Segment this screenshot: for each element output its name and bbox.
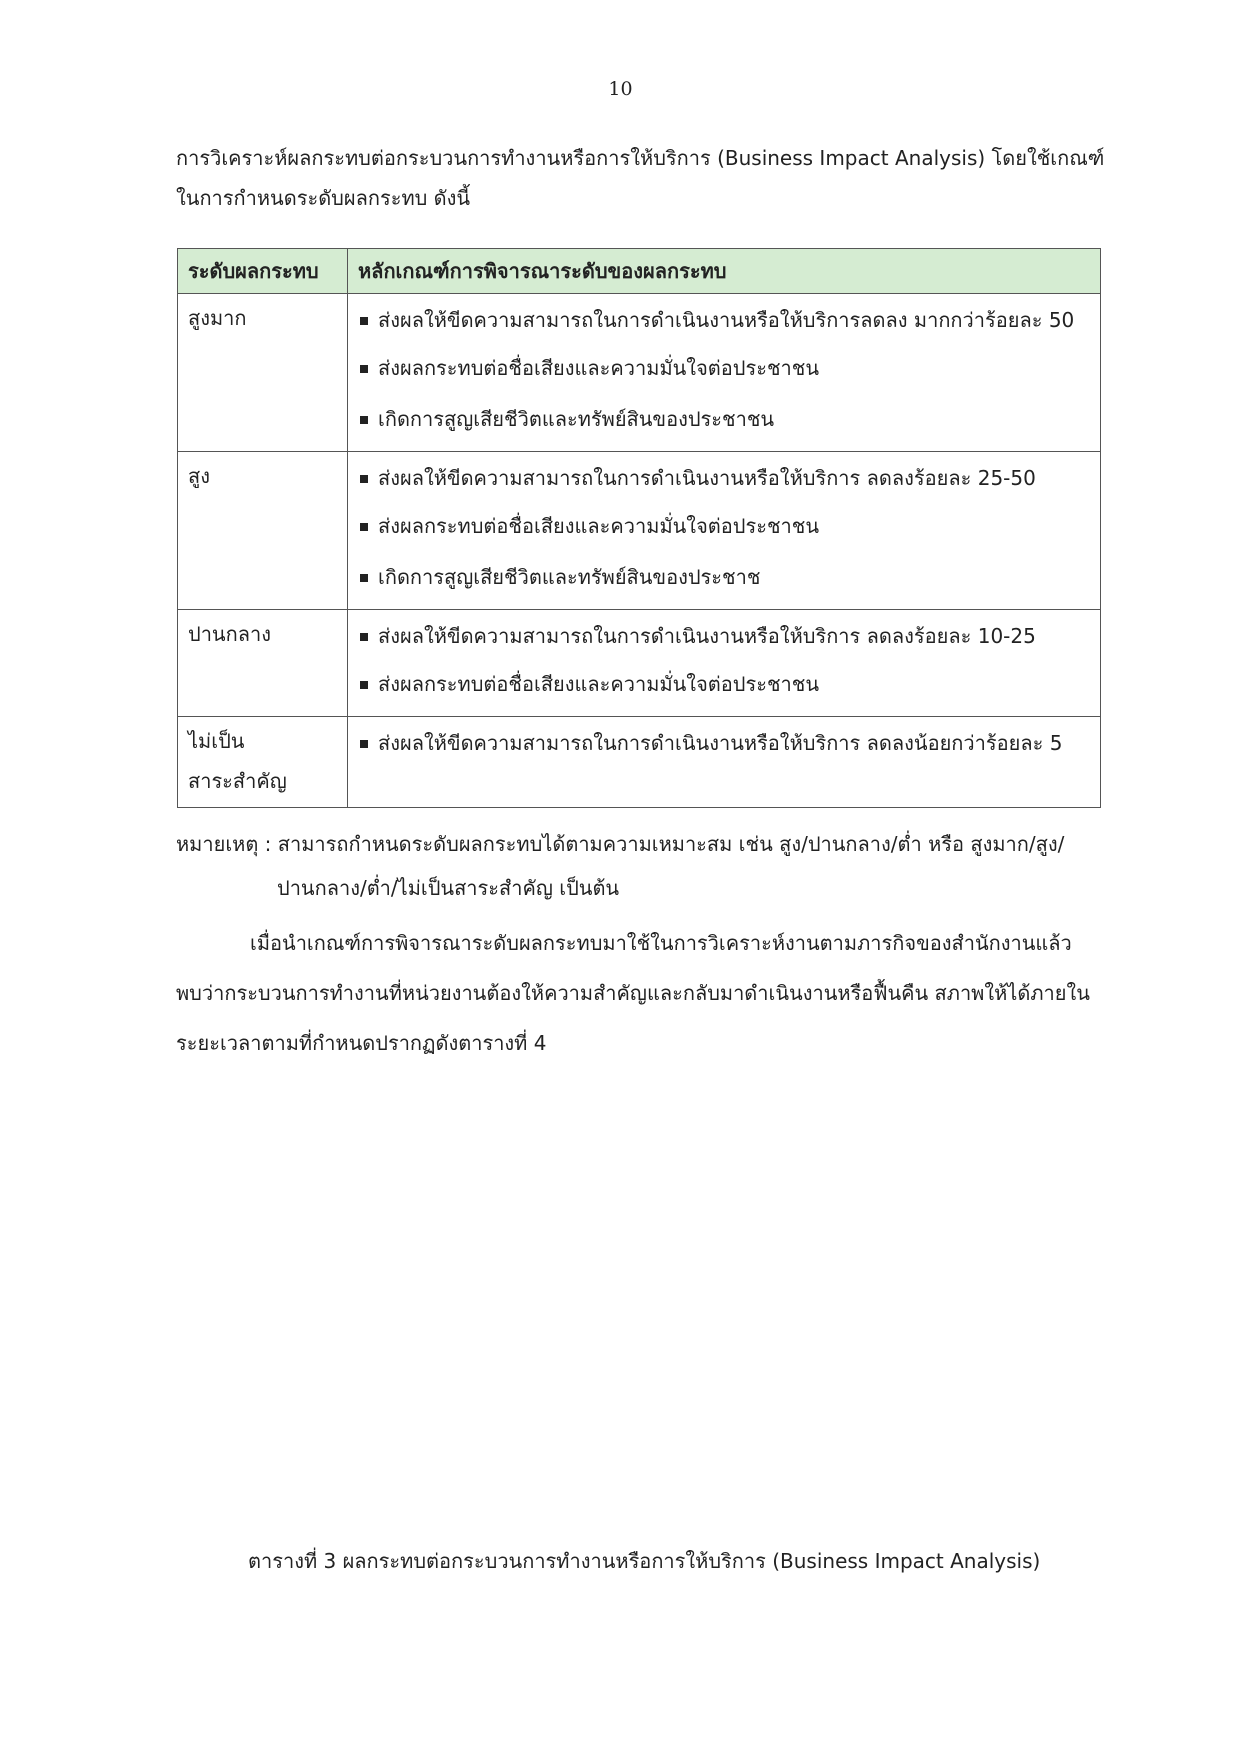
note-line-1: หมายเหตุ : สามารถกำหนดระดับผลกระทบได้ตามความเหมาะสม เช่น สูง/ปานกลาง/ต่ำ หรือ สูงมาก/สูง/ [176, 832, 1065, 856]
criteria-text: ส่งผลกระทบต่อชื่อเสียงและความมั่นใจต่อประชาชน [378, 356, 820, 380]
criteria-text: ส่งผลให้ขีดความสามารถในการดำเนินงานหรือให้บริการลดลง มากกว่าร้อยละ 50 [378, 308, 1075, 332]
square-bullet-icon [360, 633, 368, 641]
intro-paragraph [176, 138, 1106, 218]
criteria-item [358, 501, 1090, 552]
criteria-cell [348, 610, 1101, 717]
table-caption: ตารางที่ 3 ผลกระทบต่อกระบวนการทำงานหรือการให้บริการ (Business Impact Analysis) [248, 1549, 1041, 1573]
note [176, 822, 1064, 910]
square-bullet-icon [360, 317, 368, 325]
criteria-item [358, 456, 1090, 501]
criteria-item [358, 659, 1090, 710]
square-bullet-icon [360, 574, 368, 582]
table-row [178, 717, 1101, 808]
criteria-item [358, 298, 1090, 343]
criteria-text: เกิดการสูญเสียชีวิตและทรัพย์สินของประชาช [378, 565, 761, 589]
square-bullet-icon [360, 740, 368, 748]
square-bullet-icon [360, 475, 368, 483]
square-bullet-icon [360, 365, 368, 373]
square-bullet-icon [360, 416, 368, 424]
level-cell [178, 717, 348, 808]
table-header-row [178, 249, 1101, 294]
intro-line-1: การวิเคราะห์ผลกระทบต่อกระบวนการทำงานหรือการให้บริการ (Business Impact Analysis) โดยใช้เกณฑ์ [176, 146, 1105, 170]
level-cell: สูงมาก [178, 294, 348, 452]
page-number: 10 [608, 78, 633, 100]
level-line-2: สาระสำคัญ [188, 769, 287, 793]
impact-criteria-table [177, 248, 1101, 808]
header-impact-level: ระดับผลกระทบ [178, 249, 348, 294]
criteria-text: เกิดการสูญเสียชีวิตและทรัพย์สินของประชาชน [378, 407, 775, 431]
criteria-text: ส่งผลให้ขีดความสามารถในการดำเนินงานหรือให้บริการ ลดลงร้อยละ 25-50 [378, 466, 1036, 490]
criteria-text: ส่งผลกระทบต่อชื่อเสียงและความมั่นใจต่อประชาชน [378, 514, 820, 538]
criteria-text: ส่งผลให้ขีดความสามารถในการดำเนินงานหรือให้บริการ ลดลงน้อยกว่าร้อยละ 5 [378, 731, 1063, 755]
criteria-text: ส่งผลให้ขีดความสามารถในการดำเนินงานหรือให้บริการ ลดลงร้อยละ 10-25 [378, 624, 1036, 648]
body-paragraph [176, 918, 1106, 1068]
note-line-2: ปานกลาง/ต่ำ/ไม่เป็นสาระสำคัญ เป็นต้น [277, 876, 620, 900]
paragraph-line-3: ระยะเวลาตามที่กำหนดปรากฏดังตารางที่ 4 [176, 1031, 547, 1055]
criteria-item [358, 614, 1090, 659]
square-bullet-icon [360, 681, 368, 689]
paragraph-line-1: เมื่อนำเกณฑ์การพิจารณาระดับผลกระทบมาใช้ในการวิเคราะห์งานตามภารกิจของสำนักงานแล้ว [250, 931, 1072, 955]
criteria-item [358, 394, 1090, 445]
intro-line-2: ในการกำหนดระดับผลกระทบ ดังนี้ [176, 186, 471, 210]
table-row [178, 610, 1101, 717]
paragraph-line-2: พบว่ากระบวนการทำงานที่หน่วยงานต้องให้ความสำคัญและกลับมาดำเนินงานหรือฟื้นคืน สภาพให้ได้ภายใน [176, 981, 1090, 1005]
level-cell: ปานกลาง [178, 610, 348, 717]
criteria-item [358, 343, 1090, 394]
table-row [178, 294, 1101, 452]
level-line-1: ไม่เป็น [188, 729, 245, 753]
square-bullet-icon [360, 523, 368, 531]
level-cell: สูง [178, 452, 348, 610]
criteria-item [358, 721, 1090, 766]
criteria-cell [348, 294, 1101, 452]
header-criteria: หลักเกณฑ์การพิจารณาระดับของผลกระทบ [348, 249, 1101, 294]
criteria-cell [348, 452, 1101, 610]
criteria-cell [348, 717, 1101, 808]
criteria-item [358, 552, 1090, 603]
criteria-text: ส่งผลกระทบต่อชื่อเสียงและความมั่นใจต่อประชาชน [378, 672, 820, 696]
table-row [178, 452, 1101, 610]
